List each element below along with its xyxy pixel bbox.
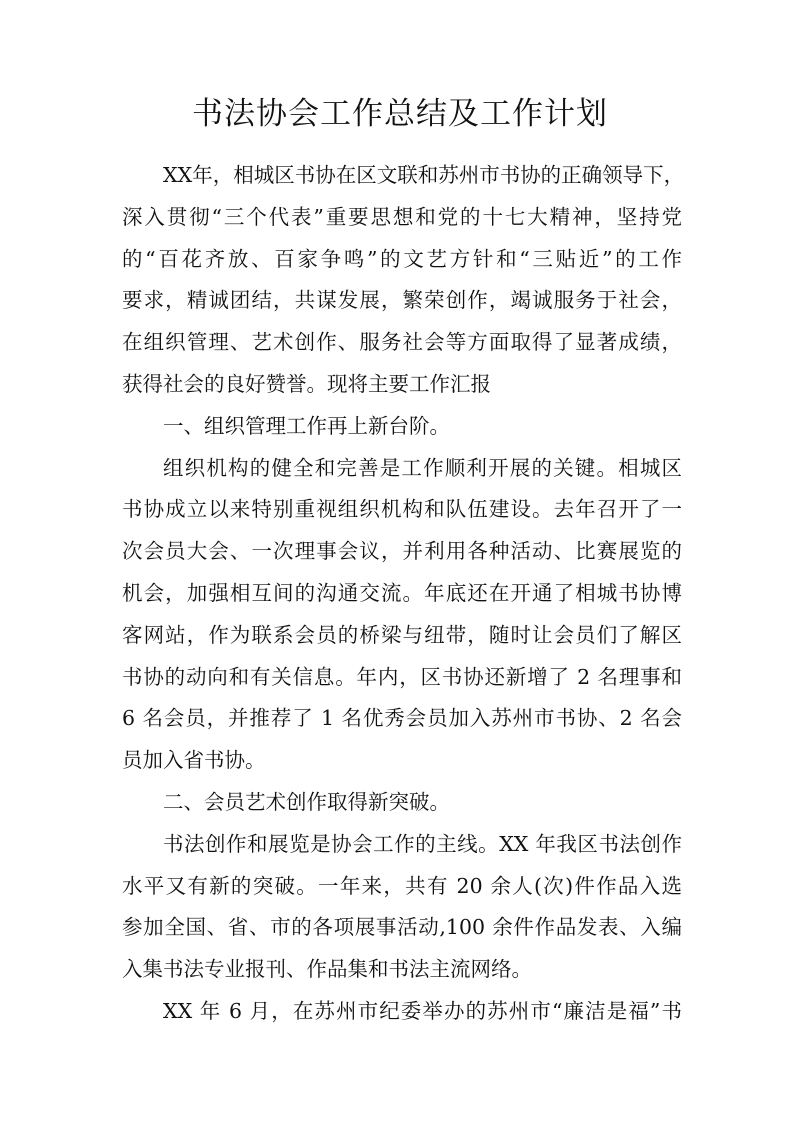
body-line: 在组织管理、艺术创作、服务社会等方面取得了显著成绩， <box>122 330 682 355</box>
body-line: 参加全国、省、市的各项展事活动,100 余件作品发表、入编 <box>122 915 682 940</box>
body-line: 组织机构的健全和完善是工作顺利开展的关键。相城区 <box>163 455 682 480</box>
body-line: 二、会员艺术创作取得新突破。 <box>163 789 450 814</box>
document-body <box>122 155 685 1033</box>
body-line: 书协的动向和有关信息。年内，区书协还新增了 2 名理事和 <box>122 664 682 689</box>
body-line: 获得社会的良好赞誉。现将主要工作汇报 <box>122 371 491 396</box>
body-line: 的“百花齐放、百家争鸣”的文艺方针和“三贴近”的工作 <box>122 246 682 271</box>
body-line: 员加入省书协。 <box>122 748 266 773</box>
body-line: XX 年 6 月，在苏州市纪委举办的苏州市“廉洁是福”书 <box>163 998 682 1023</box>
body-line: 书协成立以来特别重视组织机构和队伍建设。去年召开了一 <box>122 497 682 522</box>
body-line: XX年，相城区书协在区文联和苏州市书协的正确领导下， <box>163 163 685 187</box>
document-title: 书法协会工作总结及工作计划 <box>192 96 608 132</box>
body-line: 要求，精诚团结，共谋发展，繁荣创作，竭诚服务于社会， <box>122 288 682 313</box>
body-line: 一、组织管理工作再上新台阶。 <box>163 413 450 438</box>
body-line: 书法创作和展览是协会工作的主线。XX 年我区书法创作 <box>163 831 682 856</box>
body-line: 入集书法专业报刊、作品集和书法主流网络。 <box>122 957 532 982</box>
body-line: 深入贯彻“三个代表”重要思想和党的十七大精神，坚持党 <box>122 204 682 229</box>
body-line: 客网站，作为联系会员的桥梁与纽带，随时让会员们了解区 <box>122 622 682 647</box>
body-line: 6 名会员，并推荐了 1 名优秀会员加入苏州市书协、2 名会 <box>122 706 682 731</box>
body-line: 水平又有新的突破。一年来，共有 20 余人(次)件作品入选 <box>122 873 682 898</box>
body-line: 次会员大会、一次理事会议，并利用各种活动、比赛展览的 <box>122 539 682 564</box>
body-line: 机会，加强相互间的沟通交流。年底还在开通了相城书协博 <box>122 580 682 605</box>
